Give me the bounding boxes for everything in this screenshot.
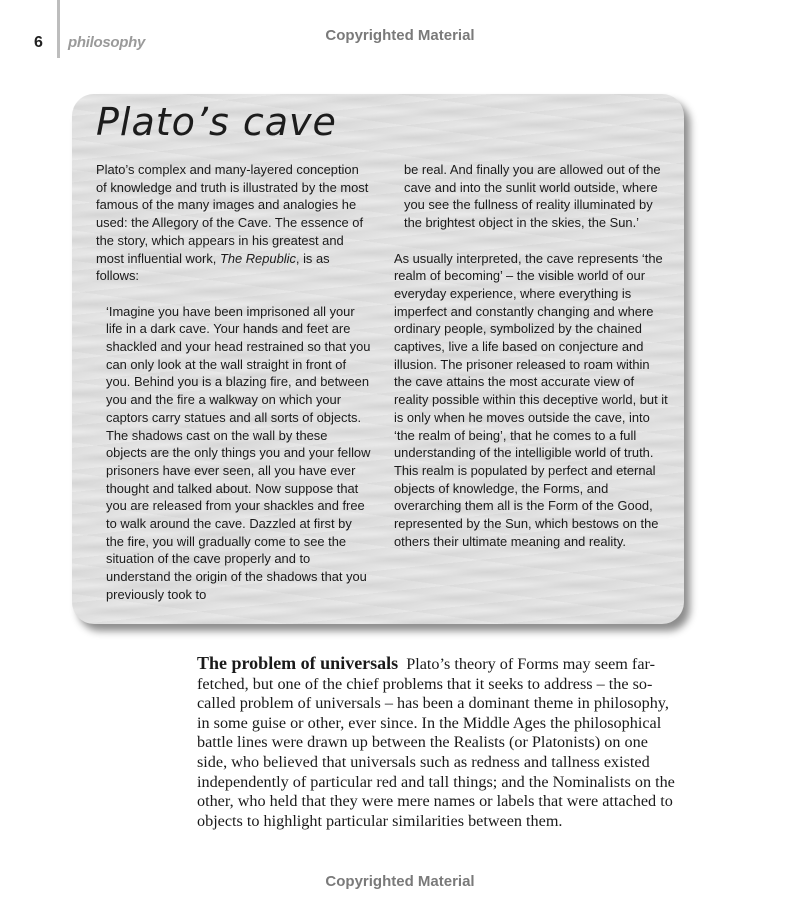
- box-right-column: [394, 161, 670, 550]
- main-text: [197, 654, 677, 831]
- section-body: Plato’s theory of Forms may seem far-fetched, but one of the chief problems that it seeks to address – the so-called problem of universals – has been a dominant theme in philosophy, in some guise or other, ever since. In the Middle Ages the philosophical battle lines were drawn up between the Realists (or Platonists) on one side, who believed that universals such as redness and tallness existed independently of particular red and tall things; and the Nominalists on the other, who held that they were mere names or labels that were attached to objects to highlight particular similarities between them.: [197, 655, 675, 830]
- book-title: The Republic: [219, 250, 296, 266]
- box-intro: [96, 161, 371, 285]
- box-intro-text: Plato’s complex and many-layered conception of knowledge and truth is illustrated by the most famous of the many images and analogies he used: the Allegory of the Cave. The essence of the story, which appears in his greatest and most influential work,: [96, 162, 369, 266]
- box-intro-end: , is as follows:: [96, 250, 330, 284]
- section-heading: The problem of universals: [197, 653, 399, 673]
- box-left-column: [96, 161, 371, 604]
- cave-quote-continued: be real. And finally you are allowed out of the cave and into the sunlit world outside, where you see the fullness of reality illuminated by the brightest object in the skies, the Sun.’: [404, 162, 661, 231]
- box-title: Plato’s cave: [96, 100, 337, 144]
- watermark-bottom: Copyrighted Material: [325, 873, 475, 890]
- box-interpretation: As usually interpreted, the cave represents ‘the realm of becoming’ – the visible world of our everyday experience, where everything is imperfect and constantly changing and where ordinary people, symbolized by the chained captives, live a life based on conjecture and illusion. The prisoner released to roam within the cave attains the most accurate view of reality possible within this deceptive world, but it is only when he moves outside the cave, into ‘the realm of being’, that he comes to a full understanding of the intelligible world of truth. This realm is populated by perfect and eternal objects of knowledge, the Forms, and overarching them all is the Form of the Good, represented by the Sun, which bestows on the others their ultimate meaning and reality.: [394, 250, 668, 549]
- running-title: philosophy: [68, 34, 145, 51]
- cave-quote: ‘Imagine you have been imprisoned all your life in a dark cave. Your hands and feet are shackled and your head restrained so that you can only look at the wall straight in front of you. Behind you is a blazing fire, and between you and the fire a walkway on which your captors carry statues and all sorts of objects. The shadows cast on the wall by these objects are the only things you and your fellow prisoners have ever seen, all you have ever thought and talked about. Now suppose that you are released from your shackles and free to walk around the cave. Dazzled at first by the fire, you will gradually come to see the situation of the cave properly and to understand the origin of the shadows that you previously took to: [106, 303, 371, 602]
- page-number: 6: [34, 34, 43, 51]
- watermark-top: Copyrighted Material: [325, 27, 475, 44]
